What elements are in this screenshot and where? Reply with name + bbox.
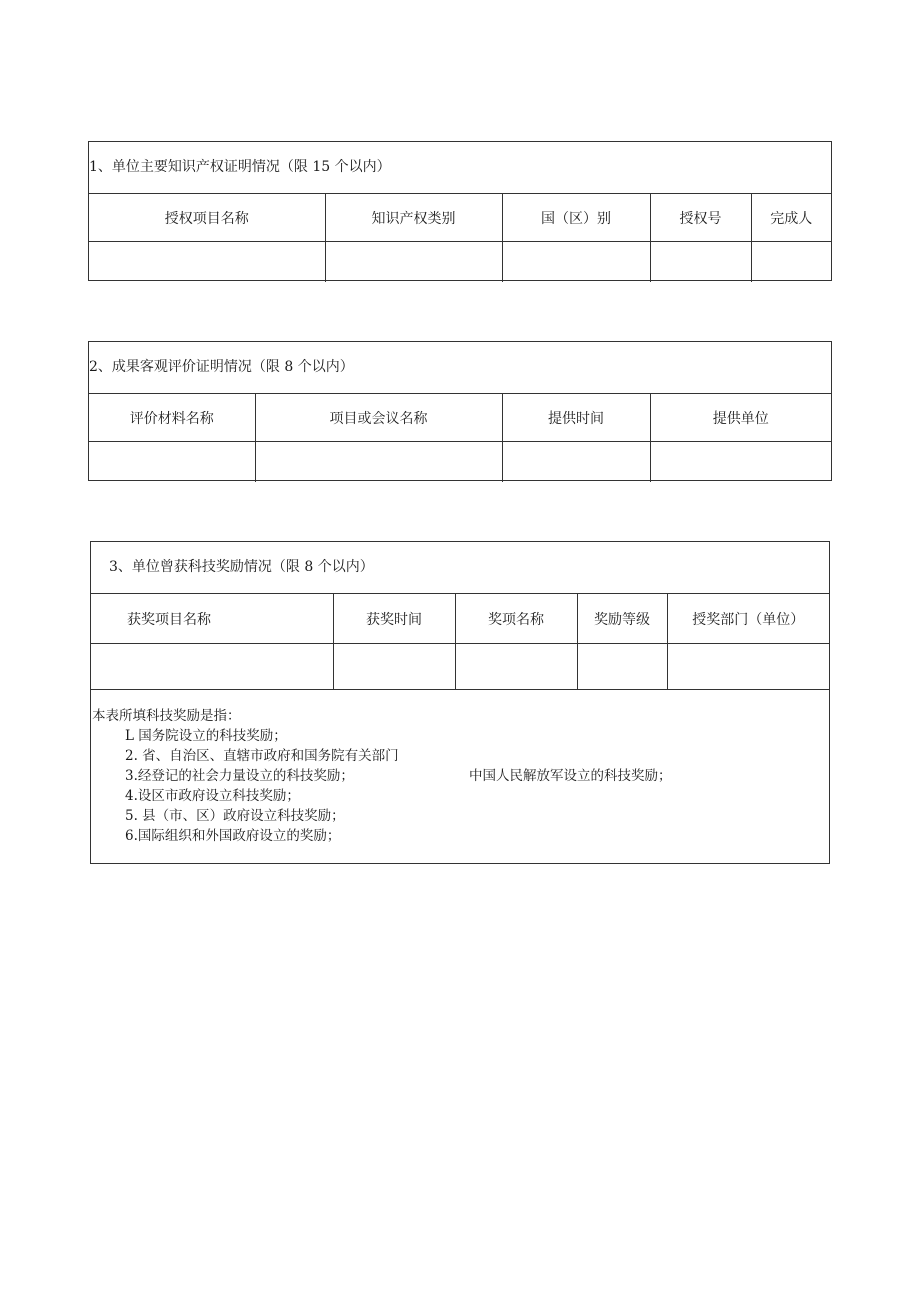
header-project-or-meeting: 项目或会议名称 [255, 394, 502, 442]
header-award-level: 奖励等级 [577, 594, 667, 644]
cell-provide-time[interactable] [502, 442, 650, 483]
ip-table [88, 141, 832, 281]
cell-material-name[interactable] [89, 442, 255, 483]
award-notes [91, 689, 829, 844]
award-table-title: 3、单位曾获科技奖励情况（限 8 个以内） [91, 542, 829, 594]
notes-item: 2. 省、自治区、直辖市政府和国务院有关部门 [125, 748, 399, 764]
cell-ip-category[interactable] [325, 242, 502, 283]
cell-project-or-meeting[interactable] [255, 442, 502, 483]
header-project-name: 授权项目名称 [89, 194, 325, 242]
ip-table-title: 1、单位主要知识产权证明情况（限 15 个以内） [89, 142, 831, 194]
header-ip-category: 知识产权类别 [325, 194, 502, 242]
cell-provider[interactable] [650, 442, 831, 483]
notes-side-item: 中国人民解放军设立的科技奖励； [469, 768, 672, 784]
cell-completer[interactable] [751, 242, 831, 283]
evaluation-table [88, 341, 832, 481]
header-award-department: 授奖部门（单位） [667, 594, 829, 644]
cell-award-department[interactable] [667, 644, 829, 690]
award-table [90, 541, 830, 864]
header-provide-time: 提供时间 [502, 394, 650, 442]
header-provider: 提供单位 [650, 394, 831, 442]
header-completer: 完成人 [751, 194, 831, 242]
cell-award-level[interactable] [577, 644, 667, 690]
header-country: 国（区）别 [502, 194, 650, 242]
notes-intro: 本表所填科技奖励是指： [92, 708, 241, 724]
header-award-name: 奖项名称 [455, 594, 577, 644]
header-material-name: 评价材料名称 [89, 394, 255, 442]
notes-item: L 国务院设立的科技奖励； [125, 728, 287, 744]
notes-item: 4.设区市政府设立科技奖励； [125, 788, 300, 804]
notes-item: 5. 县（市、区）政府设立科技奖励； [125, 808, 345, 824]
header-auth-number: 授权号 [650, 194, 751, 242]
header-award-time: 获奖时间 [333, 594, 455, 644]
cell-award-project[interactable] [91, 644, 333, 690]
notes-item: 3.经登记的社会力量设立的科技奖励； [125, 768, 354, 784]
evaluation-table-title: 2、成果客观评价证明情况（限 8 个以内） [89, 342, 831, 394]
cell-country[interactable] [502, 242, 650, 283]
cell-auth-number[interactable] [650, 242, 751, 283]
cell-award-name[interactable] [455, 644, 577, 690]
cell-award-time[interactable] [333, 644, 455, 690]
cell-project-name[interactable] [89, 242, 325, 283]
header-award-project: 获奖项目名称 [91, 594, 333, 644]
notes-item: 6.国际组织和外国政府设立的奖励； [125, 828, 341, 844]
